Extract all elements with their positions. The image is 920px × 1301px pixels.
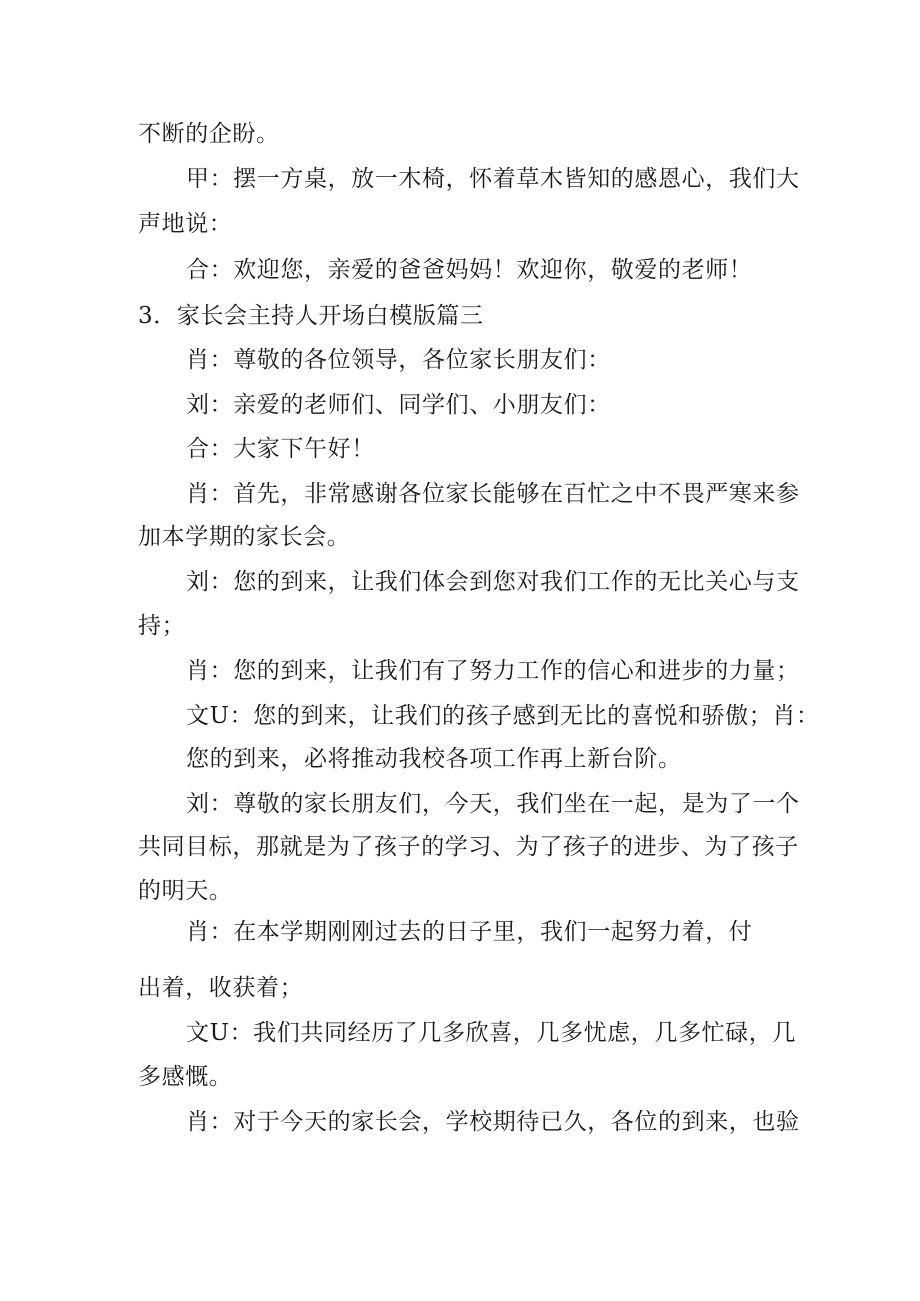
text-line: 肖：尊敬的各位领导，各位家长朋友们： <box>186 347 611 373</box>
text-line: 肖：首先，非常感谢各位家长能够在百忙之中不畏严寒来参 <box>186 481 800 507</box>
text-line: 共同目标，那就是为了孩子的学习、为了孩子的进步、为了孩子 <box>138 834 799 860</box>
section-heading: 3．家长会主持人开场白模版篇三 <box>138 303 484 329</box>
text-line: 刘：亲爱的老师们、同学们、小朋友们： <box>186 392 611 418</box>
text-line: 您的到来，必将推动我校各项工作再上新台阶。 <box>186 746 682 772</box>
text-line: 持； <box>138 613 186 639</box>
text-line: 不断的企盼。 <box>138 121 280 147</box>
text-line: 文U：我们共同经历了几多欣喜，几多忧虑，几多忙碌，几 <box>186 1020 796 1046</box>
text-line: 肖：您的到来，让我们有了努力工作的信心和进步的力量； <box>186 658 800 684</box>
text-line: 合：欢迎您，亲爱的爸爸妈妈！欢迎你，敬爱的老师！ <box>186 257 753 283</box>
text-line: 文U：您的到来，让我们的孩子感到无比的喜悦和骄傲；肖： <box>186 703 820 729</box>
text-line: 声地说： <box>138 211 233 237</box>
text-line: 合：大家下午好！ <box>186 436 375 462</box>
text-line: 肖：对于今天的家长会，学校期待已久，各位的到来，也验 <box>186 1109 800 1135</box>
text-line: 加本学期的家长会。 <box>138 524 351 550</box>
text-line: 甲：摆一方桌，放一木椅，怀着草木皆知的感恩心，我们大 <box>186 166 800 192</box>
text-line: 出着，收获着； <box>138 975 304 1001</box>
text-line: 刘：尊敬的家长朋友们，今天，我们坐在一起，是为了一个 <box>186 791 800 817</box>
text-line: 肖：在本学期刚刚过去的日子里，我们一起努力着，付 <box>186 919 753 945</box>
text-line: 的明天。 <box>138 878 233 904</box>
text-line: 刘：您的到来，让我们体会到您对我们工作的无比关心与支 <box>186 569 800 595</box>
text-line: 多感慨。 <box>138 1064 233 1090</box>
